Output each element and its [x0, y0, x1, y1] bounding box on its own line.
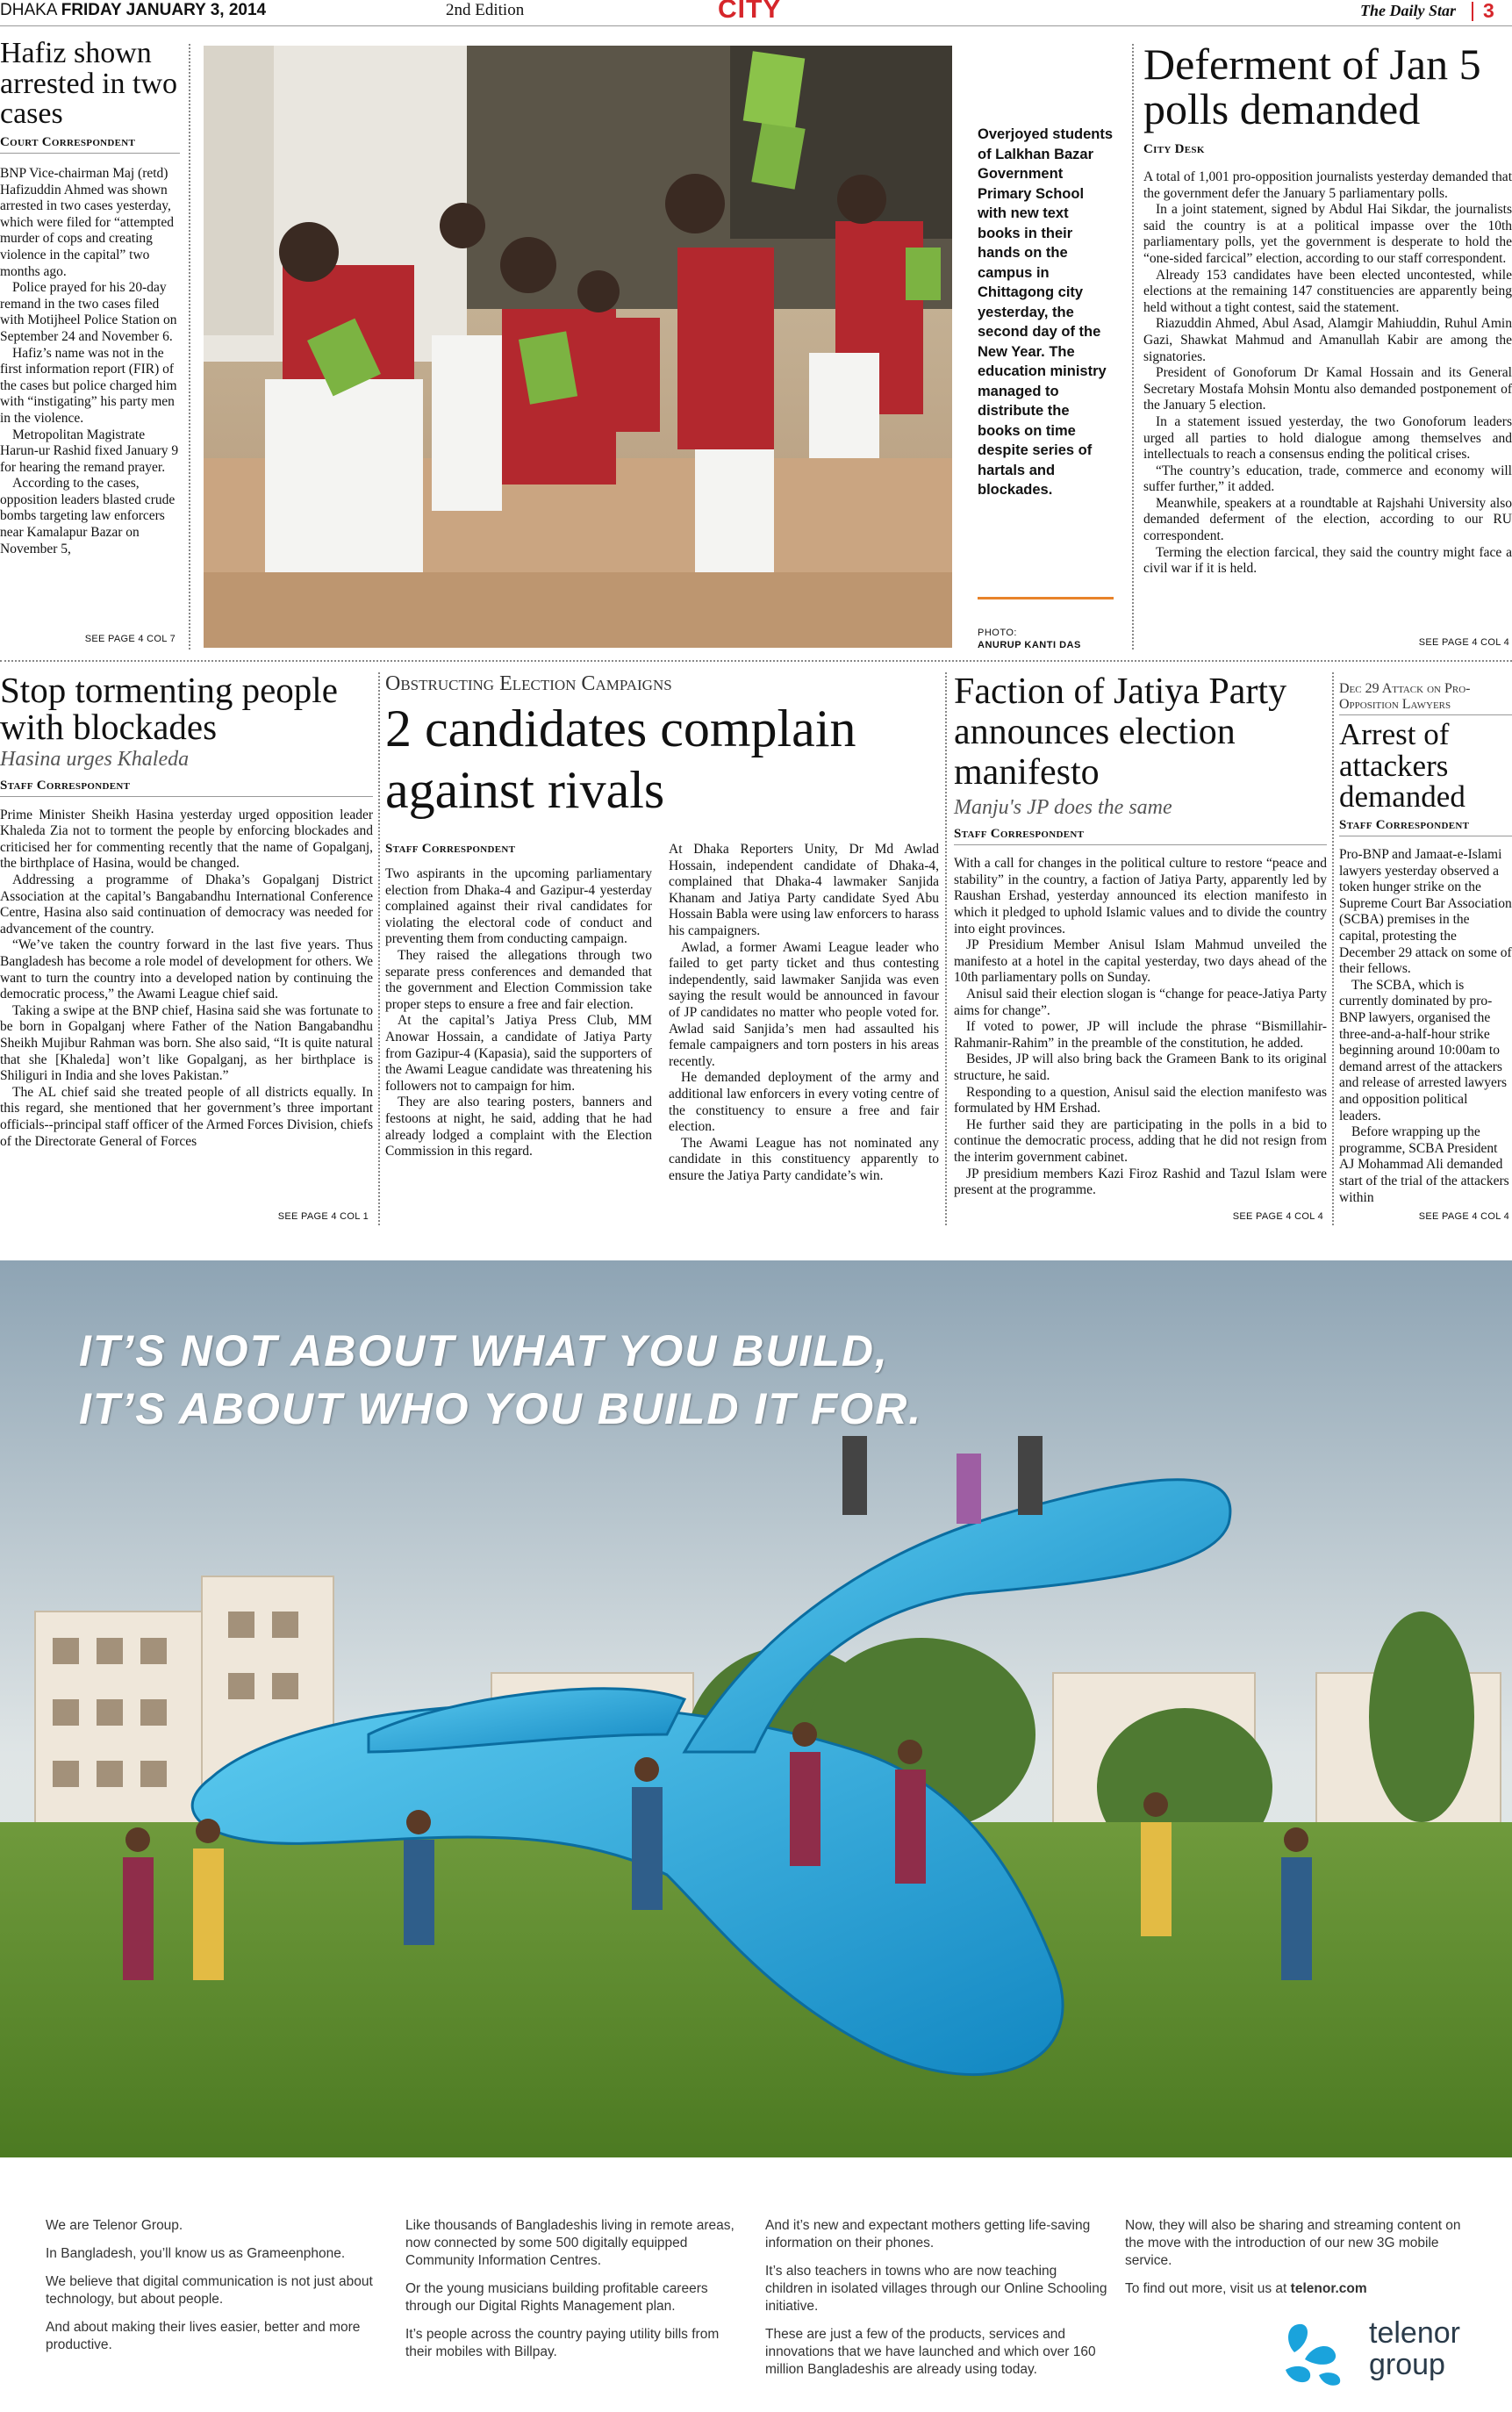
logo-line-2: group — [1369, 2348, 1445, 2381]
kicker: Obstructing Election Campaigns — [385, 672, 672, 695]
paragraph: Two aspirants in the upcoming parliamentary election from Dhaka-4 and Gazipur-4 yesterday complained against their rival candidates for violating the electoral code of conduct and preventing them from conducting campaign. — [385, 866, 652, 947]
article-body — [0, 808, 373, 1150]
paragraph: Metropolitan Magistrate Harun-ur Rashid fixed January 9 for hearing the remand prayer. — [0, 427, 179, 475]
masthead-bar — [0, 0, 1512, 26]
story-jp — [954, 672, 1327, 1199]
ad-paragraph: Like thousands of Bangladeshis living in remote areas, now connected by some 500 digitally equipped Community Information Centres. — [405, 2218, 735, 2268]
visit-text: To find out more, visit us at — [1125, 2281, 1291, 2296]
paragraph: He demanded deployment of the army and additional law enforcers in every voting centre of the constituency to ensure a free and fair election. — [669, 1070, 939, 1135]
column-rule — [1132, 44, 1134, 650]
ad-copy-col4 — [1125, 2217, 1476, 2308]
paragraph: Prime Minister Sheikh Hasina yesterday urged opposition leader Khaleda Zia not to torment the people by enforcing blockades and criticised her for commenting recently that the name of Gopalganj, the birthplace of Hasina, would be changed. — [0, 807, 373, 872]
column-rule — [189, 44, 190, 650]
subhead: Hasina urges Khaleda — [0, 747, 190, 771]
paragraph: They raised the allegations through two separate press conferences and demanded that the government and Election Commission take proper steps to ensure a free and fair election. — [385, 947, 652, 1012]
headline: Arrest of attackers demanded — [1339, 717, 1465, 815]
ad-paragraph: It’s also teachers in towns who are now teaching children in isolated villages through our Online Schooling initiative. — [765, 2264, 1107, 2314]
byline: Staff Correspondent — [1339, 818, 1512, 836]
paragraph: The Awami League has not nominated any candidate in this constituency apparently to ensure the Jatiya Party candidate’s win. — [669, 1135, 939, 1183]
jump-line: SEE PAGE 4 COL 1 — [277, 1211, 369, 1222]
ad-paragraph: We believe that digital communication is not just about technology, but about people. — [46, 2274, 373, 2307]
paragraph: The AL chief said she treated people of all districts equally. In this regard, she mentioned that her government’s three important officials--principal staff officer of the Armed Forces Division, chiefs of the Directorate General of Forces — [0, 1084, 373, 1149]
story-hasina — [0, 672, 373, 1150]
ad-paragraph: Now, they will also be sharing and streaming content on the move with the introduction of our new 3G mobile service. — [1125, 2218, 1461, 2268]
paragraph: President of Gonoforum Dr Kamal Hossain and its General Secretary Mostafa Mohsin Montu also demanded postponement of the January 5 election. — [1143, 365, 1512, 413]
paragraph: Before wrapping up the programme, SCBA President AJ Mohammad Ali demanded start of the trial of the attackers within — [1339, 1124, 1509, 1205]
paragraph: The SCBA, which is currently dominated by pro-BNP lawyers, organised the three-and-a-half-hour strike beginning around 10:00am to demand arrest of the attackers and release of arrested lawyers and opposition political leaders. — [1339, 977, 1508, 1123]
story-deferment — [1143, 39, 1512, 578]
paragraph: He further said they are participating in the polls in a bid to continue the democratic process, adding that he did not resign from the interim government cabinet. — [954, 1116, 1327, 1165]
headline: Hafiz shown arrested in two cases — [0, 37, 178, 131]
subhead: Manju's JP does the same — [954, 796, 1172, 820]
jump-line: SEE PAGE 4 COL 4 — [1418, 1211, 1509, 1222]
paragraph: Riazuddin Ahmed, Abul Asad, Alamgir Mahiuddin, Ruhul Amin Gazi, Shawkat Mahmud and Amanullah Kabir are among the signatories. — [1143, 316, 1512, 364]
ad-paragraph: And about making their lives easier, better and more productive. — [46, 2320, 361, 2352]
paragraph: If voted to power, JP will include the phrase “Bismillahir-Rahmanir-Rahim” in the preamble of the constitution, he added. — [954, 1019, 1327, 1051]
ad-slogan — [79, 1322, 922, 1438]
dateline-date: FRIDAY JANUARY 3, 2014 — [61, 1, 267, 19]
article-body — [1143, 169, 1512, 578]
logo-line-1: telenor — [1369, 2316, 1460, 2350]
ad-paragraph: These are just a few of the products, services and innovations that we have launched and which over 160 million Bangladeshis are already using today. — [765, 2327, 1096, 2377]
article-body — [0, 166, 180, 557]
paragraph: In a statement issued yesterday, the two Gonoforum leaders urged all parties to hold dialogue among themselves and intellectuals to reach a consensus ending the political crises. — [1143, 413, 1512, 463]
headline: Stop tormenting people with blockades — [0, 670, 338, 747]
paragraph: “The country’s education, trade, commerce and economy will suffer further,” it added. — [1143, 463, 1512, 495]
page-divider — [1472, 2, 1473, 21]
paper-logo: The Daily Star — [1360, 2, 1457, 19]
jump-line: SEE PAGE 4 COL 4 — [1418, 637, 1509, 648]
students-photo-illustration — [204, 46, 952, 648]
page-number: 3 — [1483, 0, 1494, 22]
edition-label: 2nd Edition — [446, 1, 525, 19]
paragraph: A total of 1,001 pro-opposition journalists yesterday demanded that the government defer the January 5 parliamentary polls. — [1143, 169, 1512, 201]
ad-paragraph: It’s people across the country paying utility bills from their mobiles with Billpay. — [405, 2327, 720, 2359]
paragraph: With a call for changes in the political culture to restore “peace and stability” in the country, a faction of Jatiya Party, apparently led by Raushan Ershad, yesterday announced its election manifesto in which it pledged to uphold Islamic values and to divide the country into eight provinces. — [954, 856, 1327, 937]
ad-paragraph: And it’s new and expectant mothers getting life-saving information on their phones. — [765, 2218, 1091, 2250]
article-body-col1 — [385, 866, 652, 1160]
paragraph: At Dhaka Reporters Unity, Dr Md Awlad Hossain, independent candidate of Dhaka-4, complained that Dhaka-4 lawmaker Sanjida Khanam and Jatiya Party candidate Syed Abu Hossain Babla were using law enforcers to harass his campaigners. — [669, 842, 939, 938]
credit-label: PHOTO: — [978, 628, 1017, 638]
paragraph: In a joint statement, signed by Abdul Hai Sikdar, the journalists said the country is at a political impasse over the 10th parliamentary polls, yet the government is desperate to hold the “one-sided farcical” election, according to our staff correspondent. — [1143, 202, 1512, 266]
paragraph: JP Presidium Member Anisul Islam Mahmud unveiled the manifesto at a hotel in the capital yesterday, two days ahead of the 10th parliamentary polls on Sunday. — [954, 937, 1327, 986]
paragraph: “We’ve taken the country forward in the last five years. Thus Bangladesh has become a role model of development for others. We want to turn the country into a developed nation by continuing the democratic process,” the Awami League chief said. — [0, 937, 373, 1002]
ad-paragraph: Or the young musicians building profitable careers through our Digital Rights Management plan. — [405, 2281, 708, 2314]
story-lawyers — [1339, 681, 1512, 1206]
byline: City Desk — [1143, 142, 1205, 156]
paragraph: Addressing a programme of Dhaka’s Gopalganj District Association at the capital’s Bangabandhu International Conference Centre, Hasina also said continuation of democracy was needed for advancement of the country. — [0, 872, 373, 937]
headline: 2 candidates complain against rivals — [385, 700, 856, 820]
story-candidates — [385, 672, 938, 821]
byline: Staff Correspondent — [0, 779, 373, 797]
column-rule — [945, 672, 947, 1225]
caption-rule — [978, 597, 1114, 599]
paragraph: At the capital’s Jatiya Press Club, MM Anowar Hossain, a candidate of Jatiya Party from Gazipur-4 (Kapasia), said the supporters of the Awami League candidate was threatening his followers not to campaign for him. — [385, 1013, 652, 1094]
credit-name: ANURUP KANTI DAS — [978, 640, 1081, 650]
article-body — [954, 856, 1327, 1198]
slogan-line-2: IT’S ABOUT WHO YOU BUILD IT FOR. — [79, 1384, 923, 1433]
photo-caption: Overjoyed students of Lalkhan Bazar Government Primary School with new text books in their hands on the campus in Chittagong city yesterday, the second day of the New Year. The education ministry managed to distribute the books on time despite series of hartals and blockades. — [978, 126, 1114, 498]
paragraph: They are also tearing posters, banners and festoons at night, he said, adding that he had already lodged a complaint with the Election Commission in this regard. — [385, 1095, 652, 1159]
article-body — [1339, 847, 1512, 1206]
paragraph: JP presidium members Kazi Firoz Rashid and Tazul Islam were present at the programme. — [954, 1166, 1327, 1198]
telenor-logo-icon — [1277, 2317, 1373, 2387]
byline: Staff Correspondent — [954, 827, 1327, 845]
telenor-wordmark — [1369, 2317, 1460, 2380]
jump-line: SEE PAGE 4 COL 4 — [1232, 1211, 1323, 1222]
paragraph: Besides, JP will also bring back the Grameen Bank to its original structure, he said. — [954, 1052, 1327, 1084]
paragraph: Already 153 candidates have been elected uncontested, while elections at the remaining 147 constituencies are apparently being held without a tight contest, said the statement. — [1143, 267, 1512, 315]
headline: Deferment of Jan 5 polls demanded — [1143, 39, 1481, 133]
paragraph: According to the cases, opposition leaders blasted crude bombs targeting law enforcers near Kamalapur Bazar on November 5, — [0, 476, 176, 556]
paragraph: Hafiz’s name was not in the first information report (FIR) of the cases but police charged him with “instigating” his party men in the violence. — [0, 345, 177, 426]
paragraph: Pro-BNP and Jamaat-e-Islami lawyers yesterday observed a token hunger strike on the Supreme Court Bar Association (SCBA) premises in the capital, protesting the December 29 attack on some of their fellows. — [1339, 847, 1512, 977]
section-rule — [0, 660, 1512, 662]
story-hafiz — [0, 39, 180, 557]
column-rule — [378, 672, 380, 1225]
kicker: Dec 29 Attack on Pro-Opposition Lawyers — [1339, 681, 1512, 715]
jump-line: SEE PAGE 4 COL 7 — [84, 634, 176, 644]
byline: Court Correspondent — [0, 135, 180, 154]
paragraph: BNP Vice-chairman Maj (retd) Hafizuddin Ahmed was shown arrested in two cases yesterday, which were filed for “attempted murder of cops and creating violence in the capital” two months ago. — [0, 166, 174, 279]
ad-paragraph: In Bangladesh, you’ll know us as Grameenphone. — [46, 2246, 346, 2261]
paragraph: Responding to a question, Anisul said the election manifesto was formulated by HM Ershad. — [954, 1084, 1327, 1116]
photo-credit — [978, 627, 1081, 651]
section-label: CITY — [718, 0, 782, 24]
ad-paragraph: We are Telenor Group. — [46, 2218, 183, 2233]
visit-link[interactable]: telenor.com — [1290, 2281, 1367, 2296]
paragraph: Awlad, a former Awami League leader who failed to get party ticket and thus contesting independently, said lawmaker Sanjida was even saying the result would be announced in favour of JP candidates no matter who people voted for. Awlad said Sanjida’s men had assaulted his female campaigners and torn posters in his areas recently. — [669, 939, 939, 1069]
paragraph: Terming the election farcical, they said the country might face a civil war if it is held. — [1143, 544, 1512, 577]
lead-photo — [204, 46, 952, 648]
paragraph: Anisul said their election slogan is “change for peace-Jatiya Party aims for change”. — [954, 987, 1327, 1018]
ad-copy-col3 — [765, 2217, 1107, 2389]
slogan-line-1: IT’S NOT ABOUT WHAT YOU BUILD, — [79, 1326, 889, 1375]
column-rule — [1332, 672, 1334, 1225]
article-body-col2 — [669, 842, 939, 1184]
ad-copy-col1 — [46, 2217, 379, 2365]
paragraph: Taking a swipe at the BNP chief, Hasina said she was fortunate to be born in Gopalganj where Father of the Nation Bangabandhu Sheikh Mujibur Rahman was born. She also said, “It is quite natural that she [Khaleda] won’t like Gopalganj, as her birthplace is Shiliguri in India and she loves Pakistan.” — [0, 1002, 373, 1084]
headline: Faction of Jatiya Party announces election manifesto — [954, 671, 1287, 793]
paragraph: Police prayed for his 20-day remand in the two cases filed with Motijheel Police Station on September 24 and November 6. — [0, 280, 177, 344]
byline: Staff Correspondent — [385, 842, 516, 856]
paragraph: Meanwhile, speakers at a roundtable at Rajshahi University also demanded deferment of the election, according to our RU correspondent. — [1143, 495, 1512, 544]
ad-copy-col2 — [405, 2217, 748, 2372]
dateline-city: DHAKA — [0, 1, 57, 19]
